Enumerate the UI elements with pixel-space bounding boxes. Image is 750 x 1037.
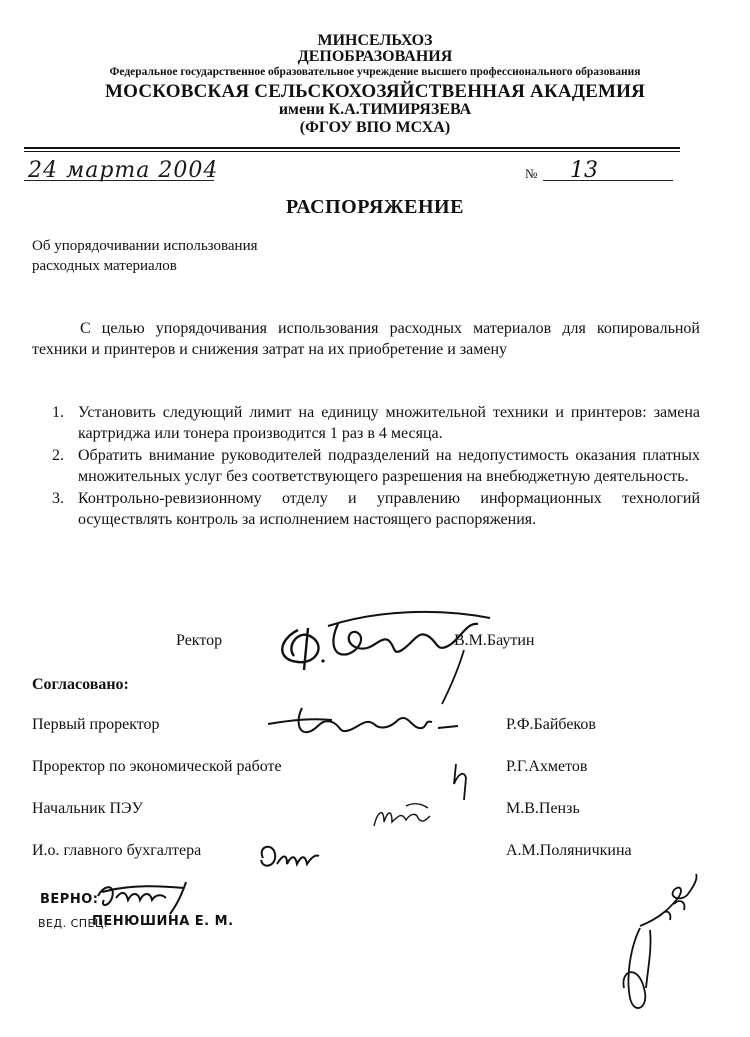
approval-role: Начальник ПЭУ (32, 800, 143, 817)
rector-name: В.М.Баутин (454, 632, 535, 649)
approval-role: Проректор по экономической работе (32, 758, 282, 775)
approval-role: Первый проректор (32, 716, 160, 733)
list-item-number: 2. (52, 447, 64, 464)
subject-line-2: расходных материалов (32, 258, 177, 274)
number-label: № (525, 166, 538, 181)
certification-verno: ВЕРНО: (40, 892, 99, 907)
rector-label: Ректор (176, 632, 223, 649)
document-subject (32, 236, 258, 276)
list-item (52, 488, 700, 530)
date-underline (24, 180, 214, 181)
list-item-number: 3. (52, 490, 64, 507)
ministry-name: МИНСЕЛЬХОЗ (317, 32, 433, 49)
chief-accountant-signature (255, 838, 325, 878)
vice-rector-economics-signature (448, 760, 478, 804)
certification-name: ПЕНЮШИНА Е. М. (92, 914, 234, 929)
certification-signature (92, 878, 212, 918)
preamble-paragraph: С целью упорядочивания использования расходных материалов для копировальной техники и принтеров и снижения затрат на их приобретение и замену (32, 320, 700, 358)
agreed-heading: Согласовано: (32, 676, 129, 693)
header-rule-thin (24, 151, 680, 152)
academy-honorific: имени К.А.ТИМИРЯЗЕВА (278, 101, 472, 118)
document-title: РАСПОРЯЖЕНИЕ (286, 196, 464, 218)
certification-position: ВЕД. СПЕЦ. (38, 917, 109, 930)
academy-name: МОСКОВСКАЯ СЕЛЬСКОХОЗЯЙСТВЕННАЯ АКАДЕМИЯ (104, 81, 646, 102)
rector-signature (268, 600, 508, 710)
list-item-text: Установить следующий лимит на единицу множительной техники и принтеров: замена картриджа или тонера производится 1 раз в 4 месяца. (78, 404, 700, 442)
list-item (52, 402, 700, 444)
number-underline (543, 180, 673, 181)
list-item (52, 445, 700, 487)
list-item-text: Обратить внимание руководителей подразделений на недопустимость оказания платных множительных услуг без соответствующего разрешения на внебюджетную деятельность. (78, 447, 700, 485)
approval-role: И.о. главного бухгалтера (32, 842, 202, 859)
order-date: 24 марта 2004 (28, 158, 219, 183)
order-items-list (52, 402, 700, 531)
header-rule-thick (24, 147, 680, 149)
list-item-number: 1. (52, 404, 64, 421)
list-item-text: Контрольно-ревизионному отделу и управлению информационных технологий осуществлять контроль за исполнением настоящего распоряжения. (78, 490, 700, 528)
order-number: 13 (570, 158, 598, 183)
subject-line-1: Об упорядочивании использования (32, 238, 258, 254)
department-name: ДЕПОБРАЗОВАНИЯ (297, 48, 453, 65)
institution-type: Федеральное государственное образовательное учреждение высшего профессионального образования (109, 66, 641, 78)
peu-head-signature (370, 796, 440, 836)
first-vice-rector-signature (262, 700, 472, 750)
approval-name: Р.Г.Ахметов (506, 758, 588, 775)
approval-name: М.В.Пензь (506, 800, 580, 817)
academy-abbreviation: (ФГОУ ВПО МСХА) (299, 119, 451, 136)
approval-name: Р.Ф.Байбеков (506, 716, 596, 733)
approval-name: А.М.Поляничкина (506, 842, 632, 859)
margin-signature (600, 868, 710, 1018)
